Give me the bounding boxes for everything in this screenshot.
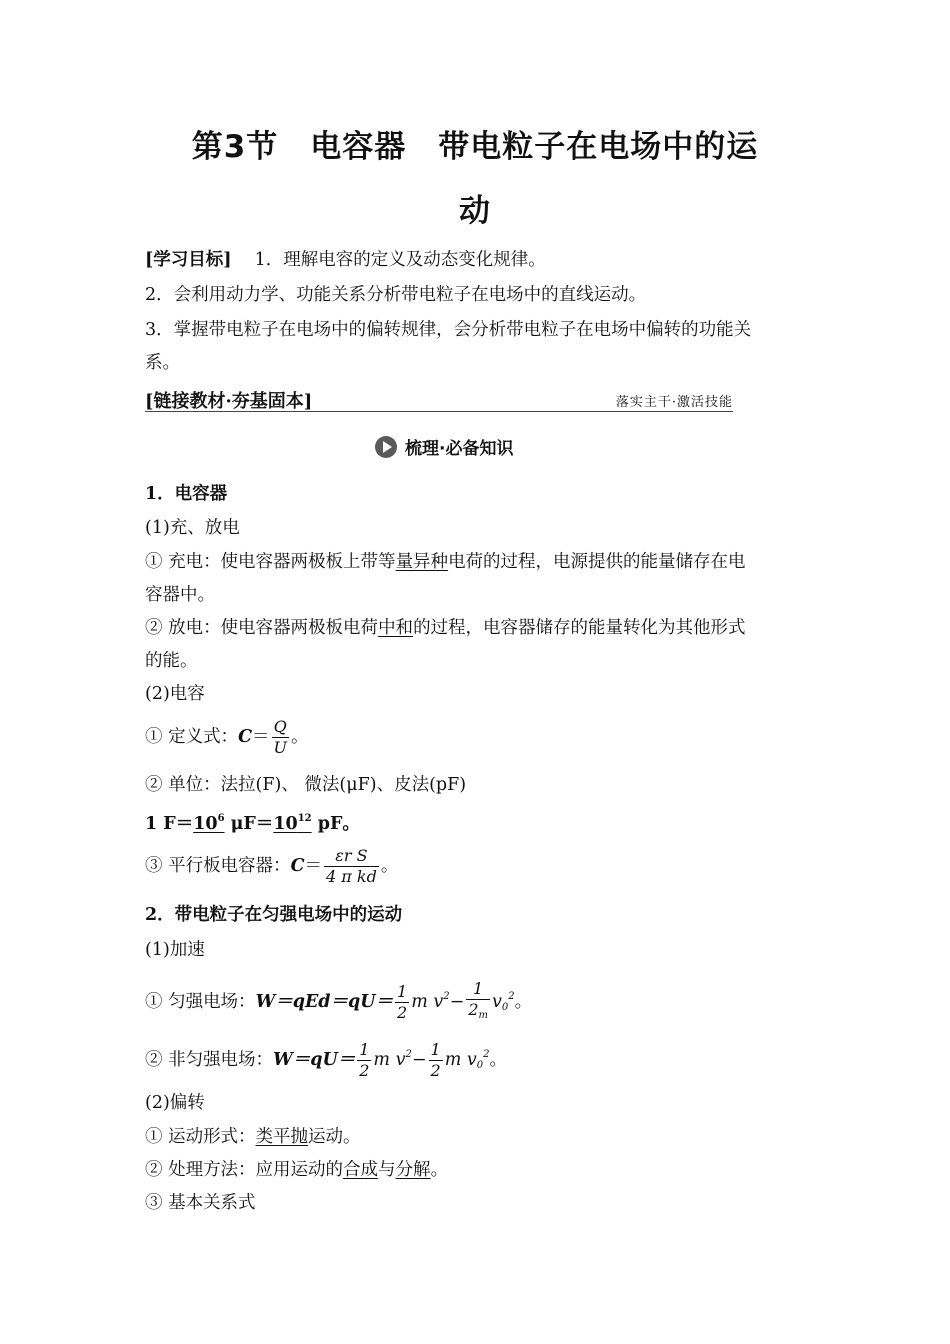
nonuniform-pre: ② 非匀强电场： — [145, 1050, 274, 1070]
capacitor-sub2: (2)电容 — [145, 684, 205, 704]
conversion-b-exp: 6 — [217, 813, 225, 824]
form-line — [145, 1124, 810, 1150]
nonuniform-half-2: $\frac{1}{2}$ — [430, 1040, 441, 1080]
parallel-var: C — [290, 856, 305, 876]
method-post: 。 — [430, 1160, 449, 1180]
definition-denominator: U — [273, 738, 287, 757]
conversion-b — [193, 814, 224, 834]
charge-blank: 量异种 — [395, 552, 449, 572]
discharge-line — [145, 615, 810, 641]
conversion-a: 1 F＝ — [145, 814, 194, 834]
uniform-half-2: $\frac{1}{2_m}$ — [468, 979, 488, 1021]
section-heading — [375, 436, 513, 462]
objective-1 — [145, 247, 810, 273]
conversion-c: μF＝ — [224, 814, 274, 834]
discharge-post: 的过程，电容器储存的能量转化为其他形式 — [413, 618, 746, 638]
definition-line: ① 定义式：C＝ $\frac{Q}{U}$ 。 — [145, 717, 309, 757]
parallel-fraction — [324, 846, 379, 887]
uniform-term-2: $v_0^2$ — [491, 991, 515, 1013]
objectives-label: [学习目标] — [145, 250, 232, 270]
conversion-d-exp: 12 — [297, 813, 312, 824]
motion-sub1: (1)加速 — [145, 940, 205, 960]
section-heading-text: 梳理·必备知识 — [405, 439, 514, 459]
charge-line2: 容器中。 — [145, 585, 215, 605]
method-mid: 与 — [378, 1160, 396, 1180]
motion-heading: 2．带电粒子在匀强电场中的运动 — [145, 905, 403, 925]
form-pre: ① 运动形式： — [145, 1127, 256, 1147]
parallel-line: ③ 平行板电容器：C＝ $\frac{\text{εr S}}{\text{4 π kd}}$ 。 — [145, 846, 399, 886]
parallel-numerator: εr S — [324, 846, 379, 867]
nonuniform-line: ② 非匀强电场：W＝qU＝ $\frac{1}{2}$ m $v^2-$ $\frac{1}{2}$ m $v_0^2$。 — [145, 1040, 507, 1080]
nonuniform-half-1: $\frac{1}{2}$ — [359, 1040, 370, 1080]
discharge-blank: 中和 — [378, 618, 414, 638]
definition-pre: ① 定义式： — [145, 727, 239, 747]
nonuniform-formula: W＝qU＝ — [273, 1050, 356, 1070]
charge-pre: ① 充电：使电容器两极板上带等 — [145, 552, 396, 572]
conversion-d — [273, 814, 311, 834]
form-blank: 类平抛 — [255, 1127, 309, 1147]
uniform-line: ① 匀强电场：W＝qEd＝qU＝ $\frac{1}{2}$ m $v^2-$ $\frac{1}{2_m}$ $v_0^2$。 — [145, 976, 810, 1029]
method-line — [145, 1157, 810, 1183]
play-icon — [375, 436, 397, 458]
section-bar-right: 落实主干·激活技能 — [615, 395, 733, 410]
section-bar — [145, 387, 733, 412]
units-line: ② 单位：法拉(F)、 微法(μF)、皮法(pF) — [145, 775, 467, 795]
nonuniform-term-2: m $v_0^2$ — [444, 1049, 490, 1071]
form-post: 运动。 — [308, 1127, 361, 1147]
objective-2: 2．会利用动力学、功能关系分析带电粒子在电场中的直线运动。 — [145, 285, 647, 305]
capacitor-sub1: (1)充、放电 — [145, 518, 240, 538]
method-blank-2: 分解 — [395, 1160, 431, 1180]
charge-line — [145, 549, 810, 575]
uniform-pre: ① 匀强电场： — [145, 992, 256, 1012]
nonuniform-term-1: m $v^2$ — [373, 1049, 412, 1070]
uniform-formula: W＝qEd＝qU＝ — [255, 992, 394, 1012]
uniform-term-1: m $v^2$ — [411, 991, 450, 1012]
conversion-d-base: 10 — [273, 814, 298, 834]
conversion-line — [145, 806, 810, 837]
discharge-pre: ② 放电：使电容器两极板电荷 — [145, 618, 379, 638]
uniform-half-1: $\frac{1}{2}$ — [397, 982, 408, 1022]
objective-3-line2: 系。 — [145, 353, 180, 373]
section-bar-left: [链接教材·夯基固本] — [145, 391, 313, 412]
motion-sub2: (2)偏转 — [145, 1093, 205, 1113]
objective-3-line1: 3．掌握带电粒子在电场中的偏转规律，会分析带电粒子在电场中偏转的功能关 — [145, 320, 752, 340]
definition-numerator: Q — [272, 717, 289, 738]
relations-line: ③ 基本关系式 — [145, 1193, 256, 1213]
method-blank-1: 合成 — [343, 1160, 379, 1180]
page-title-line1: 第3节 电容器 带电粒子在电场中的运 — [191, 129, 759, 165]
page-title-line2: 动 — [459, 193, 491, 229]
parallel-pre: ③ 平行板电容器： — [145, 856, 291, 876]
charge-post: 电荷的过程，电源提供的能量储存在电 — [448, 552, 746, 572]
conversion-e: pF。 — [311, 814, 360, 834]
definition-fraction — [272, 717, 289, 758]
discharge-line2: 的能。 — [145, 651, 198, 671]
objective-item-1: 1．理解电容的定义及动态变化规律。 — [254, 250, 546, 270]
definition-var: C — [238, 727, 252, 747]
conversion-b-base: 10 — [193, 814, 218, 834]
parallel-denominator: 4 π kd — [326, 867, 377, 886]
capacitor-heading: 1．电容器 — [145, 484, 228, 504]
method-pre: ② 处理方法：应用运动的 — [145, 1160, 344, 1180]
